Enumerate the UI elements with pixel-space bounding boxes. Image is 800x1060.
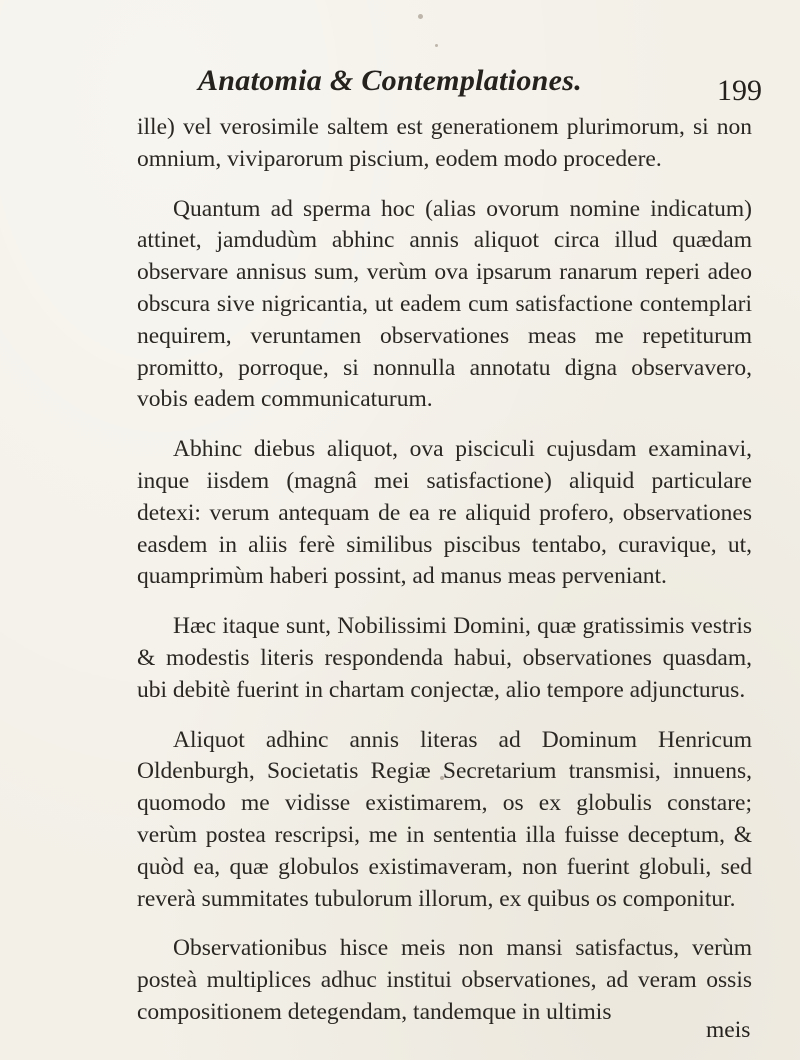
- body-text: [137, 112, 752, 1047]
- catchword: meis: [706, 1017, 751, 1043]
- ink-speck: [435, 44, 438, 47]
- page-header: [0, 64, 800, 107]
- ink-speck: [440, 776, 444, 780]
- paragraph-4: Hæc itaque sunt, Nobilissimi Domini, quæ gratissimis vestris & modestis literis respondenda habui, observationes quasdam, ubi debitè fuerint in chartam conjectæ, alio tempore adjuncturus.: [137, 613, 752, 703]
- ink-speck: [418, 14, 423, 19]
- paragraph-6: Observationibus hisce meis non mansi satisfactus, verùm posteà multiplices adhuc institui observationes, ad veram ossis compositionem detegendam, tandemque in ultimis: [137, 935, 752, 1025]
- running-title: Anatomia & Contemplationes.: [198, 64, 582, 97]
- page-number: 199: [717, 74, 762, 107]
- paragraph-1: ille) vel verosimile saltem est generationem plurimorum, si non omnium, viviparorum piscium, eodem modo procedere.: [137, 114, 752, 172]
- paragraph-5: Aliquot adhinc annis literas ad Dominum Henricum Oldenburgh, Societatis Regiæ Secretarium transmisi, innuens, quomodo me vidisse existimarem, os ex globulis constare; verùm postea rescripsi, me in sententia illa fuisse deceptum, & quòd ea, quæ globulos existimaveram, non fuerint globuli, sed reverà summitates tubulorum illorum, ex quibus os componitur.: [137, 726, 752, 912]
- paragraph-2: Quantum ad sperma hoc (alias ovorum nomine indicatum) attinet, jamdudùm abhinc annis aliquot circa illud quædam observare annisus sum, verùm ova ipsarum ranarum reperi adeo obscura sive nigricantia, ut eadem cum satisfactione contemplari nequirem, veruntamen observationes meas me repetiturum promitto, porroque, si nonnulla annotatu digna observavero, vobis eadem communicaturum.: [137, 195, 752, 413]
- paragraph-3: Abhinc diebus aliquot, ova pisciculi cujusdam examinavi, inque iisdem (magnâ mei satisfactione) aliquid particulare detexi: verum antequam de ea re aliquid profero, observationes easdem in aliis ferè similibus piscibus tentabo, curavique, ut, quamprimùm haberi possint, ad manus meas perveniant.: [137, 436, 752, 590]
